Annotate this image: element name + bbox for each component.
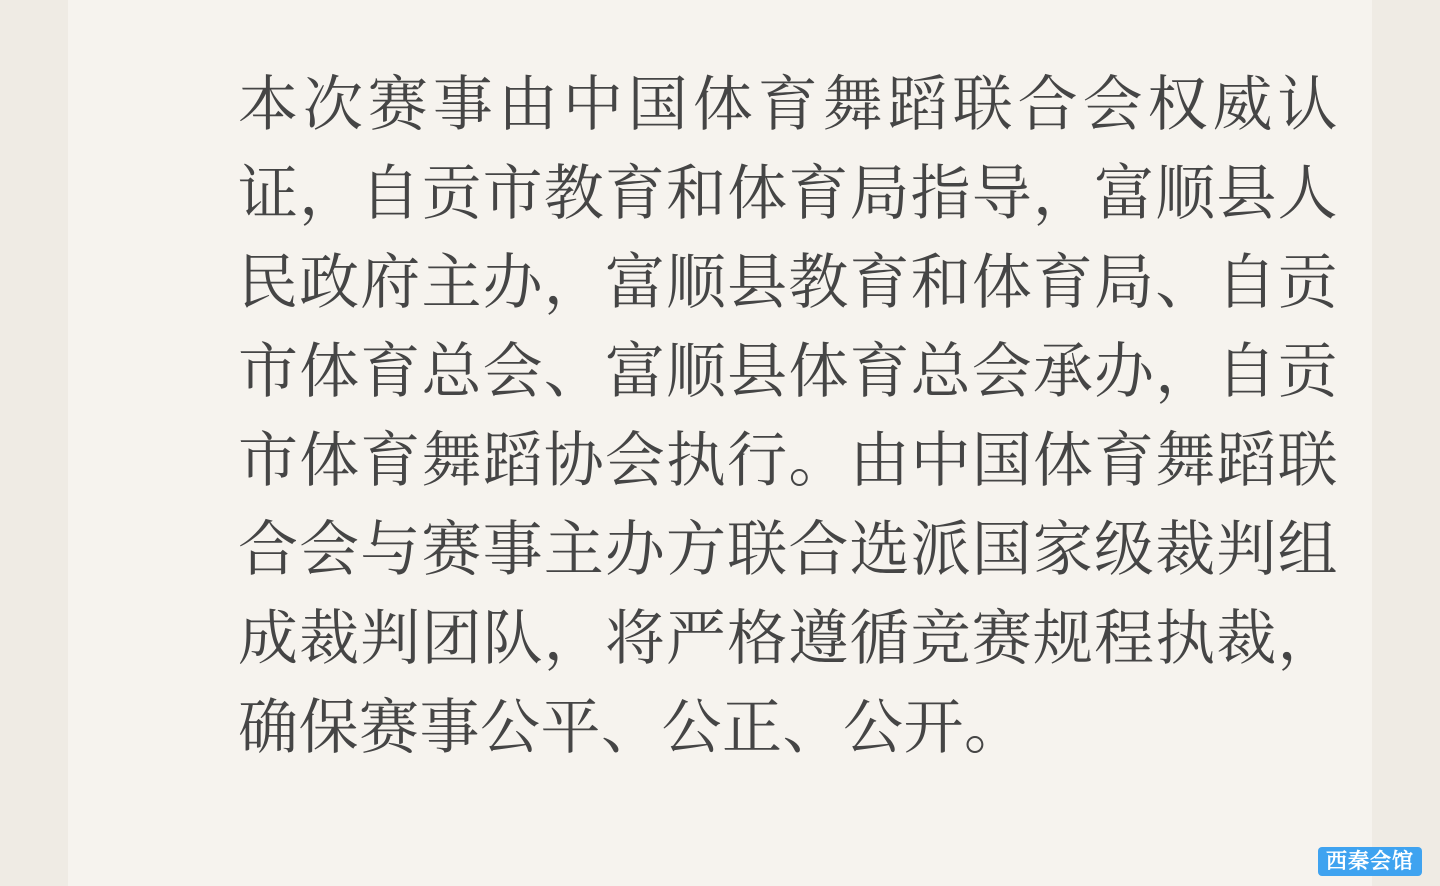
right-gutter — [1372, 0, 1440, 886]
article-paragraph: 本次赛事由中国体育舞蹈联合会权威认证，自贡市教育和体育局指导，富顺县人民政府主办，富顺县教育和体育局、自贡市体育总会、富顺县体育总会承办，自贡市体育舞蹈协会执行。由中国体育舞蹈联合会与赛事主办方联合选派国家级裁判组成裁判团队，将严格遵循竞赛规程执裁，确保赛事公平、公正、公开。 — [238, 71, 1338, 761]
left-gutter — [0, 0, 68, 886]
watermark-badge — [1318, 847, 1422, 876]
watermark-label: 西秦会馆 — [1326, 850, 1414, 873]
article-body — [238, 60, 1338, 772]
content-sheet — [68, 0, 1372, 886]
